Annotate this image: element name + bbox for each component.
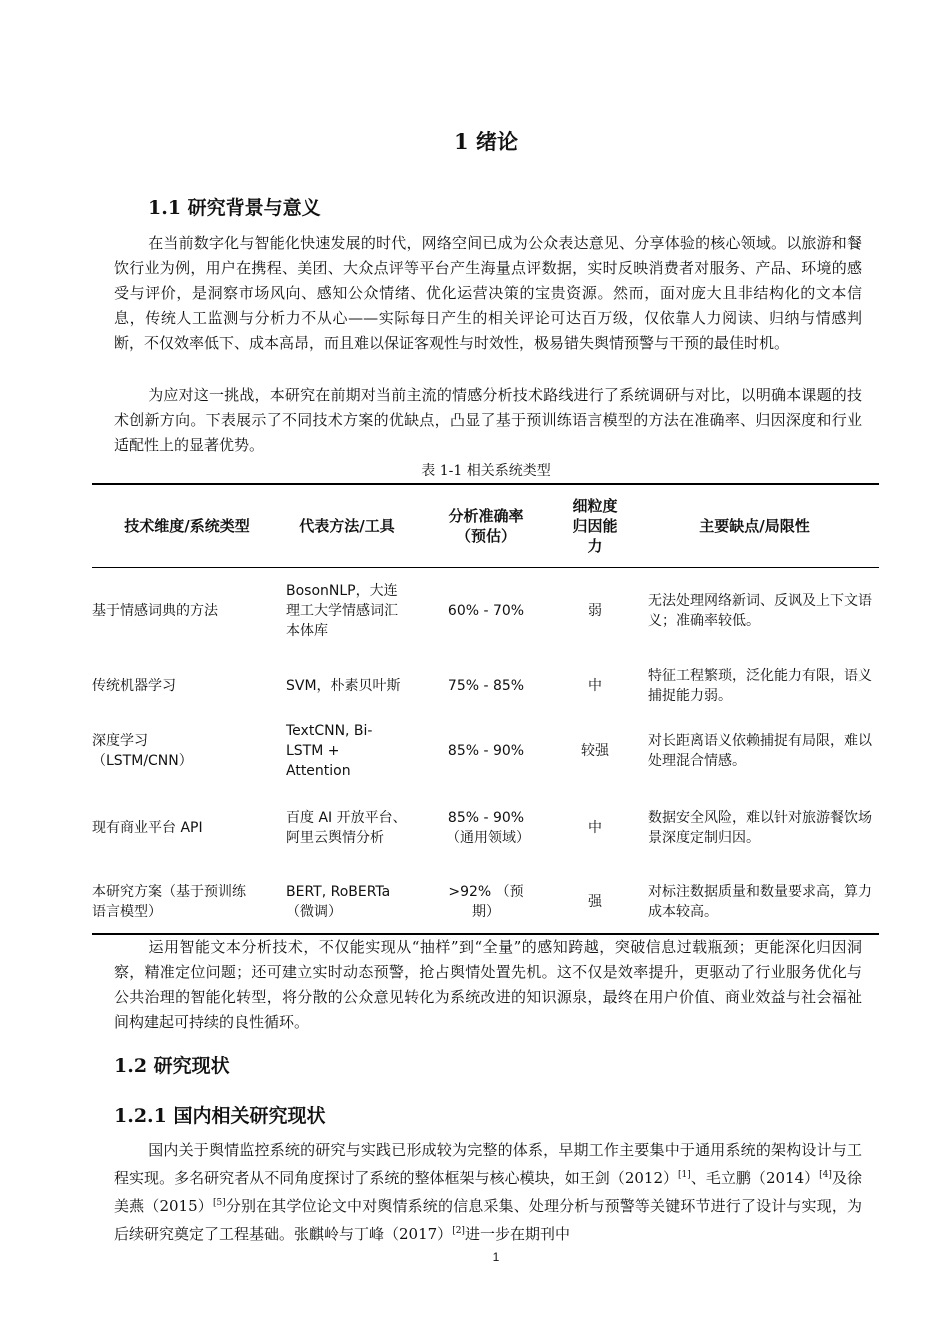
table-cell: 对标注数据质量和数量要求高，算力成本较高。 xyxy=(630,872,879,934)
table-cell: 强 xyxy=(560,872,630,934)
section-heading-1-1: 1.1 研究背景与意义 xyxy=(148,197,321,219)
paragraph-domestic-research: 国内关于舆情监控系统的研究与实践已形成较为完整的体系，早期工作主要集中于通用系统的架构设计与工程实现。多名研究者从不同角度探讨了系统的整体框架与核心模块，如王剑（2012）[1]、毛立鹏（2014）[4]及徐美燕（2015）[5]分别在其学位论文中对舆情系统的信息采集、处理分析与预警等关键环节进行了设计与实现，为后续研究奠定了工程基础。张麒岭与丁峰（2017）[2]进一步在期刊中 xyxy=(114,1141,862,1243)
section-heading-1-2-1: 1.2.1 国内相关研究现状 xyxy=(114,1105,326,1127)
table-cell: BosonNLP，大连理工大学情感词汇本体库 xyxy=(286,582,398,639)
table-row xyxy=(92,718,879,784)
citation-ref[interactable]: [2] xyxy=(452,1226,465,1236)
table-row xyxy=(92,872,879,934)
table-cell: 中 xyxy=(588,819,602,836)
table-cell: 百度 AI 开放平台、阿里云舆情分析 xyxy=(286,809,407,846)
table-header-cell: 分析准确率（预估） xyxy=(412,484,560,568)
table-cell: 85% - 90% xyxy=(447,742,525,759)
citation-ref[interactable]: [1] xyxy=(678,1170,691,1180)
table-cell: 本研究方案（基于预训练语言模型） xyxy=(92,872,282,934)
citation-ref[interactable]: [5] xyxy=(212,1198,226,1208)
table-cell: 深度学习（LSTM/CNN） xyxy=(92,732,193,769)
table-cell: 75% - 85% xyxy=(447,677,525,694)
table-header-cell: 技术维度/系统类型 xyxy=(92,484,282,568)
paragraph-background: 在当前数字化与智能化快速发展的时代，网络空间已成为公众表达意见、分享体验的核心领域。以旅游和餐饮行业为例，用户在携程、美团、大众点评等平台产生海量点评数据，实时反映消费者对服务、产品、环境的感受与评价，是洞察市场风向、感知公众情绪、优化运营决策的宝贵资源。然而，面对庞大且非结构化的文本信息，传统人工监测与分析力不从心——实际每日产生的相关评论可达百万级，仅依靠人力阅读、归纳与情感判断，不仅效率低下、成本高昂，而且难以保证客观性与时效性，极易错失舆情预警与干预的最佳时机。 xyxy=(114,234,862,352)
table-header-cell: 细粒度归因能力 xyxy=(560,484,630,568)
table-cell: 基于情感词典的方法 xyxy=(92,602,218,619)
table-header-cell: 主要缺点/局限性 xyxy=(630,484,879,568)
paragraph-challenge: 为应对这一挑战，本研究在前期对当前主流的情感分析技术路线进行了系统调研与对比，以明确本课题的技术创新方向。下表展示了不同技术方案的优缺点，凸显了基于预训练语言模型的方法在准确率、归因深度和行业适配性上的显著优势。 xyxy=(114,386,862,454)
table-row xyxy=(92,654,879,718)
table-caption: 表 1-1 相关系统类型 xyxy=(421,463,551,479)
table-cell: >92% （预期） xyxy=(412,872,560,934)
table-cell: 弱 xyxy=(588,602,602,619)
paragraph-significance: 运用智能文本分析技术，不仅能实现从“抽样”到“全量”的感知跨越，突破信息过载瓶颈；更能深化归因洞察，精准定位问题；还可建立实时动态预警，抢占舆情处置先机。这不仅是效率提升，更驱动了行业服务优化与公共治理的智能化转型，将分散的公众意见转化为系统改进的知识源泉，最终在用户价值、商业效益与社会福祉间构建起可持续的良性循环。 xyxy=(114,938,862,1031)
table-row xyxy=(92,568,879,654)
table-cell: 特征工程繁琐，泛化能力有限，语义捕捉能力弱。 xyxy=(648,667,872,704)
chapter-title: 1 绪论 xyxy=(454,129,518,154)
table-cell: 无法处理网络新词、反讽及上下文语义；准确率较低。 xyxy=(648,592,872,629)
citation-ref[interactable]: [4] xyxy=(819,1170,832,1180)
table-cell: 中 xyxy=(588,677,602,694)
table-header-cell: 代表方法/工具 xyxy=(282,484,412,568)
table-cell: 60% - 70% xyxy=(447,602,525,619)
system-comparison-table xyxy=(92,483,879,935)
table-cell: 85% - 90%（通用领域） xyxy=(446,809,530,846)
table-row xyxy=(92,784,879,872)
page-number: 1 xyxy=(492,1250,500,1264)
table-cell: BERT, RoBERTa（微调） xyxy=(282,872,412,934)
table-cell: 较强 xyxy=(581,742,609,759)
section-heading-1-2: 1.2 研究现状 xyxy=(114,1055,230,1077)
table-header-row xyxy=(92,484,879,568)
table-cell: 数据安全风险，难以针对旅游餐饮场景深度定制归因。 xyxy=(648,809,872,846)
table-cell: 对长距离语义依赖捕捉有局限，难以处理混合情感。 xyxy=(648,732,872,769)
table-cell: TextCNN, Bi-LSTM + Attention xyxy=(286,722,373,779)
table-cell: SVM，朴素贝叶斯 xyxy=(286,677,401,694)
table-cell: 传统机器学习 xyxy=(92,677,176,694)
table-cell: 现有商业平台 API xyxy=(92,819,203,836)
